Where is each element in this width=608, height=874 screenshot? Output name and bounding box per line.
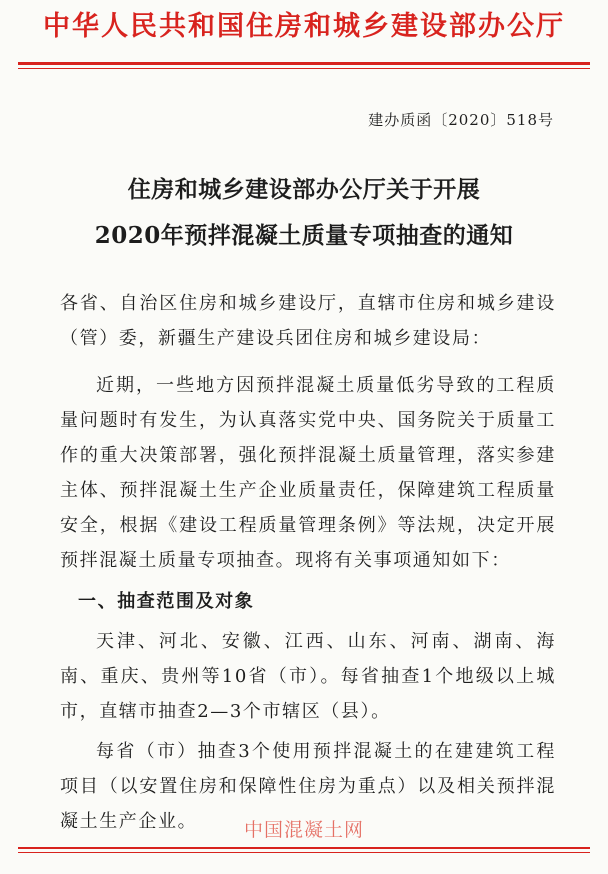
header-rule-thick [18, 62, 590, 65]
site-watermark: 中国混凝土网 [243, 819, 364, 841]
notice-title-line-1: 住房和城乡建设部办公厅关于开展 [127, 176, 481, 203]
body-paragraph-2: 天津、河北、安徽、江西、山东、河南、湖南、海南、重庆、贵州等10省（市）。每省抽查1个地级以上城市，直辖市抽查2—3个市辖区（县）。 [60, 631, 556, 722]
footer-rule-thin [18, 852, 590, 853]
section-heading: 一、抽查范围及对象 [78, 591, 255, 612]
body-paragraph-3: 每省（市）抽查3个使用预拌混凝土的在建建筑工程项目（以安置住房和保障性住房为重点）以及相关预拌混凝土生产企业。 [60, 741, 556, 832]
notice-title-line-2: 2020年预拌混凝土质量专项抽查的通知 [94, 222, 514, 249]
body-paragraph-1: 近期，一些地方因预拌混凝土质量低劣导致的工程质量问题时有发生，为认真落实党中央、国务院关于质量工作的重大决策部署，强化预拌混凝土质量管理，落实参建主体、预拌混凝土生产企业质量责任，保障建筑工程质量安全，根据《建设工程质量管理条例》等法规，决定开展预拌混凝土质量专项抽查。现将有关事项通知如下： [60, 375, 556, 571]
addressee: 各省、自治区住房和城乡建设厅，直辖市住房和城乡建设（管）委，新疆生产建设兵团住房和城乡建设局： [60, 293, 556, 349]
issuer-header: 中华人民共和国住房和城乡建设部办公厅 [43, 11, 565, 42]
footer-rule-thick [18, 847, 590, 849]
document-number: 建办质函〔2020〕518号 [368, 111, 554, 129]
header-rule-thin [18, 68, 590, 69]
